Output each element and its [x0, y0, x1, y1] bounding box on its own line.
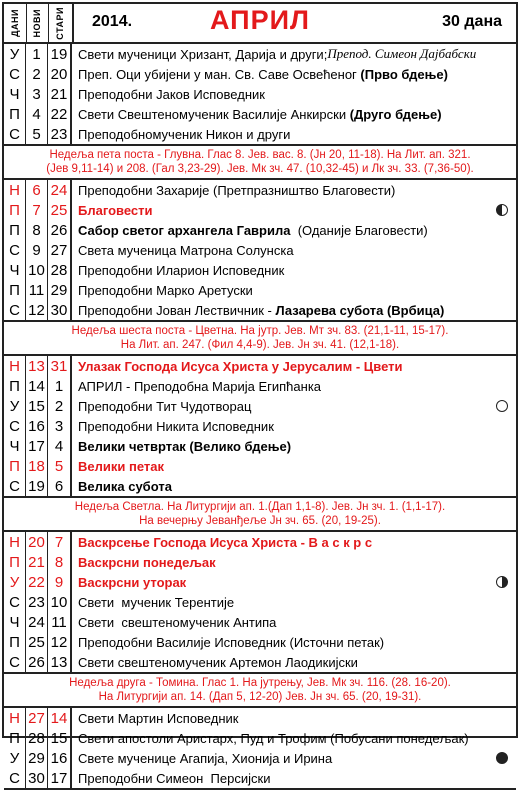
feast-text: Свети апостоли Аристарх, Пуд и Трофим (Побусани понедељак)	[78, 730, 469, 746]
week-block	[4, 44, 516, 146]
weekday-letter: С	[4, 64, 26, 84]
weekday-letter: С	[4, 300, 26, 320]
feast-text: Велики петак	[78, 458, 164, 474]
feast-text: Улазак Господа Исуса Христа у Јерусалим - Цвети	[78, 358, 403, 374]
sunday-reading-note	[4, 674, 516, 708]
feast-description	[72, 572, 516, 592]
old-calendar-date: 5	[48, 456, 72, 476]
note-line: (Јев 9,11-14) и 208. (Гал 3,23-29). Јев. Мк зч. 47. (10,32-45) и Лк зч. 33. (7,36-50).	[46, 163, 474, 175]
weekday-letter: С	[4, 592, 26, 612]
day-row	[4, 220, 516, 240]
new-calendar-date: 29	[26, 748, 48, 768]
day-row	[4, 476, 516, 496]
old-calendar-date: 31	[48, 356, 72, 376]
feast-description	[72, 44, 516, 64]
feast-description	[72, 104, 516, 124]
weekday-letter: Н	[4, 532, 26, 552]
weekday-letter: П	[4, 728, 26, 748]
week-block	[4, 356, 516, 498]
old-calendar-date: 4	[48, 436, 72, 456]
old-calendar-date: 13	[48, 652, 72, 672]
moon-phase-icon	[496, 204, 508, 216]
feast-description	[72, 532, 516, 552]
moon-phase-icon	[496, 576, 508, 588]
weekday-letter: С	[4, 416, 26, 436]
old-calendar-date: 3	[48, 416, 72, 436]
column-header-days: ДАНИ	[4, 4, 27, 42]
note-line: Недеља шеста поста - Цветна. На јутр. Јев. Мт зч. 83. (21,1-11, 15-17).	[71, 325, 449, 337]
feast-description	[72, 180, 516, 200]
feast-highlight: Лазарева субота (Врбица)	[275, 302, 445, 318]
feast-description	[72, 652, 516, 672]
moon-phase-icon	[496, 752, 508, 764]
new-calendar-date: 9	[26, 240, 48, 260]
day-row	[4, 44, 516, 64]
day-row	[4, 84, 516, 104]
new-calendar-date: 24	[26, 612, 48, 632]
day-row	[4, 768, 516, 788]
feast-description	[72, 124, 516, 144]
day-row	[4, 280, 516, 300]
feast-description	[72, 200, 516, 220]
day-row	[4, 356, 516, 376]
weeks-container	[4, 44, 516, 790]
days-count: 30 дана	[442, 13, 502, 30]
old-calendar-date: 19	[48, 44, 72, 64]
day-row	[4, 376, 516, 396]
old-calendar-date: 23	[48, 124, 72, 144]
new-calendar-date: 6	[26, 180, 48, 200]
day-row	[4, 260, 516, 280]
day-row	[4, 416, 516, 436]
new-calendar-date: 27	[26, 708, 48, 728]
old-calendar-date: 24	[48, 180, 72, 200]
feast-description	[72, 64, 516, 84]
feast-extra: Препод. Симеон Дајбабски	[327, 46, 477, 61]
weekday-letter: У	[4, 396, 26, 416]
year-label: 2014.	[92, 13, 133, 30]
feast-description	[72, 84, 516, 104]
moon-phase-icon	[496, 400, 508, 412]
weekday-letter: С	[4, 768, 26, 788]
weekday-letter: П	[4, 552, 26, 572]
sunday-reading-note	[4, 498, 516, 532]
feast-description	[72, 280, 516, 300]
old-calendar-date: 15	[48, 728, 72, 748]
new-calendar-date: 13	[26, 356, 48, 376]
weekday-letter: С	[4, 476, 26, 496]
feast-highlight: Сабор светог архангела Гаврила	[78, 222, 291, 238]
weekday-letter: Н	[4, 356, 26, 376]
day-row	[4, 200, 516, 220]
feast-description	[72, 416, 516, 436]
day-row	[4, 632, 516, 652]
new-calendar-date: 10	[26, 260, 48, 280]
new-calendar-date: 19	[26, 476, 48, 496]
feast-text: Преподобни Иларион Исповедник	[78, 262, 285, 278]
calendar-header	[4, 4, 516, 44]
feast-description	[72, 748, 516, 768]
feast-description	[72, 552, 516, 572]
new-calendar-date: 3	[26, 84, 48, 104]
day-row	[4, 748, 516, 768]
new-calendar-date: 20	[26, 532, 48, 552]
day-row	[4, 652, 516, 672]
old-calendar-date: 6	[48, 476, 72, 496]
feast-description	[72, 356, 516, 376]
feast-text: Преподобни Тит Чудотворац	[78, 398, 252, 414]
feast-text: АПРИЛ - Преподобна Марија Египћанка	[78, 378, 322, 394]
feast-description	[72, 456, 516, 476]
new-calendar-date: 16	[26, 416, 48, 436]
weekday-letter: Ч	[4, 84, 26, 104]
new-calendar-date: 14	[26, 376, 48, 396]
old-calendar-date: 20	[48, 64, 72, 84]
note-line: На Лит. ап. 247. (Фил 4,4-9). Јев. Јн зч. 41. (12,1-18).	[120, 339, 400, 351]
old-calendar-date: 10	[48, 592, 72, 612]
new-calendar-date: 1	[26, 44, 48, 64]
weekday-letter: П	[4, 376, 26, 396]
old-calendar-date: 22	[48, 104, 72, 124]
feast-description	[72, 376, 516, 396]
new-calendar-date: 12	[26, 300, 48, 320]
feast-description	[72, 240, 516, 260]
feast-highlight: (Друго бдење)	[349, 106, 442, 122]
old-calendar-date: 1	[48, 376, 72, 396]
new-calendar-date: 26	[26, 652, 48, 672]
weekday-letter: У	[4, 572, 26, 592]
feast-text: Свети Свештеномученик Василије Анкирски	[78, 106, 350, 122]
note-line: Недеља пета поста - Глувна. Глас 8. Јев. вас. 8. (Јн 20, 11-18). На Лит. ап. 321.	[49, 149, 471, 161]
old-calendar-date: 30	[48, 300, 72, 320]
old-calendar-date: 12	[48, 632, 72, 652]
old-calendar-date: 27	[48, 240, 72, 260]
feast-text: Преподобномученик Никон и други	[78, 126, 291, 142]
feast-text: Преподобни Јаков Исповедник	[78, 86, 265, 102]
note-line: На Литургији ап. 14. (Дап 5, 12-20) Јев. Јн зч. 65. (20, 19-31).	[98, 691, 422, 703]
week-block	[4, 708, 516, 790]
day-row	[4, 708, 516, 728]
day-row	[4, 612, 516, 632]
new-calendar-date: 7	[26, 200, 48, 220]
old-calendar-date: 16	[48, 748, 72, 768]
weekday-letter: П	[4, 280, 26, 300]
note-line: Недеља Светла. На Литургији ап. 1.(Дап 1,1-8). Јев. Јн зч. 1. (1,1-17).	[74, 501, 446, 513]
weekday-letter: П	[4, 220, 26, 240]
old-calendar-date: 25	[48, 200, 72, 220]
feast-description	[72, 260, 516, 280]
old-calendar-date: 28	[48, 260, 72, 280]
weekday-letter: Ч	[4, 612, 26, 632]
day-row	[4, 396, 516, 416]
new-calendar-date: 22	[26, 572, 48, 592]
day-row	[4, 532, 516, 552]
feast-text: Преп. Оци убијени у ман. Св. Саве Освећеног	[78, 66, 361, 82]
feast-highlight: Велика субота	[78, 478, 172, 494]
feast-text: Света мученица Матрона Солунска	[78, 242, 294, 258]
feast-text: Васкрсење Господа Исуса Христа - В а с к р с	[78, 534, 373, 550]
column-header-old: СТАРИ	[48, 4, 74, 42]
old-calendar-date: 2	[48, 396, 72, 416]
weekday-letter: У	[4, 44, 26, 64]
new-calendar-date: 30	[26, 768, 48, 788]
note-line: На вечерњу Јеванђеље Јн зч. 65. (20, 19-25).	[139, 515, 381, 527]
feast-text: Васкрсни понедељак	[78, 554, 216, 570]
feast-text: Свети мученик Терентије	[78, 594, 235, 610]
feast-description	[72, 768, 516, 788]
old-calendar-date: 26	[48, 220, 72, 240]
day-row	[4, 572, 516, 592]
feast-description	[72, 592, 516, 612]
feast-text: Преподобни Василије Исповедник (Источни петак)	[78, 634, 385, 650]
calendar-page	[2, 2, 518, 787]
old-calendar-date: 21	[48, 84, 72, 104]
feast-text: Преподобни Захарије (Претпразништво Благовести)	[78, 182, 396, 198]
feast-description	[72, 612, 516, 632]
feast-text: Свете мученице Агапија, Хионија и Ирина	[78, 750, 333, 766]
feast-text: (Оданије Благовести)	[290, 222, 428, 238]
new-calendar-date: 8	[26, 220, 48, 240]
day-row	[4, 124, 516, 144]
new-calendar-date: 17	[26, 436, 48, 456]
old-calendar-date: 8	[48, 552, 72, 572]
feast-description	[72, 436, 516, 456]
sunday-reading-note	[4, 322, 516, 356]
old-calendar-date: 11	[48, 612, 72, 632]
week-block	[4, 180, 516, 322]
weekday-letter: П	[4, 104, 26, 124]
feast-text: Свети мученици Хризант, Дарија и други;	[78, 46, 328, 62]
new-calendar-date: 23	[26, 592, 48, 612]
new-calendar-date: 25	[26, 632, 48, 652]
feast-text: Васкрсни уторак	[78, 574, 187, 590]
old-calendar-date: 14	[48, 708, 72, 728]
weekday-letter: П	[4, 632, 26, 652]
feast-text: Преподобни Никита Исповедник	[78, 418, 274, 434]
note-line: Недеља друга - Томина. Глас 1. На јутрењу, Јев. Мк зч. 116. (28. 16-20).	[69, 677, 451, 689]
feast-text: Свети Мартин Исповедник	[78, 710, 239, 726]
day-row	[4, 64, 516, 84]
weekday-letter: Н	[4, 180, 26, 200]
column-header-new: НОВИ	[26, 4, 49, 42]
weekday-letter: П	[4, 200, 26, 220]
day-row	[4, 728, 516, 748]
day-row	[4, 456, 516, 476]
weekday-letter: С	[4, 652, 26, 672]
feast-description	[72, 396, 516, 416]
day-row	[4, 240, 516, 260]
week-block	[4, 532, 516, 674]
feast-description	[72, 728, 516, 748]
new-calendar-date: 11	[26, 280, 48, 300]
new-calendar-date: 18	[26, 456, 48, 476]
day-row	[4, 592, 516, 612]
old-calendar-date: 7	[48, 532, 72, 552]
weekday-letter: С	[4, 124, 26, 144]
weekday-letter: Ч	[4, 436, 26, 456]
old-calendar-date: 9	[48, 572, 72, 592]
day-row	[4, 552, 516, 572]
day-row	[4, 300, 516, 320]
new-calendar-date: 5	[26, 124, 48, 144]
sunday-reading-note	[4, 146, 516, 180]
weekday-letter: Н	[4, 708, 26, 728]
feast-highlight: Велики четвртак (Велико бдење)	[78, 438, 292, 454]
feast-description	[72, 708, 516, 728]
new-calendar-date: 21	[26, 552, 48, 572]
weekday-letter: С	[4, 240, 26, 260]
new-calendar-date: 15	[26, 396, 48, 416]
feast-text: Преподобни Симеон Персијски	[78, 770, 271, 786]
weekday-letter: Ч	[4, 260, 26, 280]
day-row	[4, 180, 516, 200]
month-title: АПРИЛ	[210, 5, 310, 35]
new-calendar-date: 2	[26, 64, 48, 84]
new-calendar-date: 4	[26, 104, 48, 124]
day-row	[4, 436, 516, 456]
feast-text: Свети свештеномученик Антипа	[78, 614, 277, 630]
feast-text: Преподобни Јован Лествичник -	[78, 302, 276, 318]
old-calendar-date: 29	[48, 280, 72, 300]
weekday-letter: У	[4, 748, 26, 768]
day-row	[4, 104, 516, 124]
new-calendar-date: 28	[26, 728, 48, 748]
feast-description	[72, 220, 516, 240]
feast-description	[72, 632, 516, 652]
old-calendar-date: 17	[48, 768, 72, 788]
feast-description	[72, 300, 516, 320]
feast-text: Благовести	[78, 202, 153, 218]
feast-highlight: (Прво бдење)	[360, 66, 448, 82]
feast-description	[72, 476, 516, 496]
feast-text: Преподобни Марко Аретуски	[78, 282, 253, 298]
feast-text: Свети свештеномученик Артемон Лаодикијски	[78, 654, 358, 670]
weekday-letter: П	[4, 456, 26, 476]
